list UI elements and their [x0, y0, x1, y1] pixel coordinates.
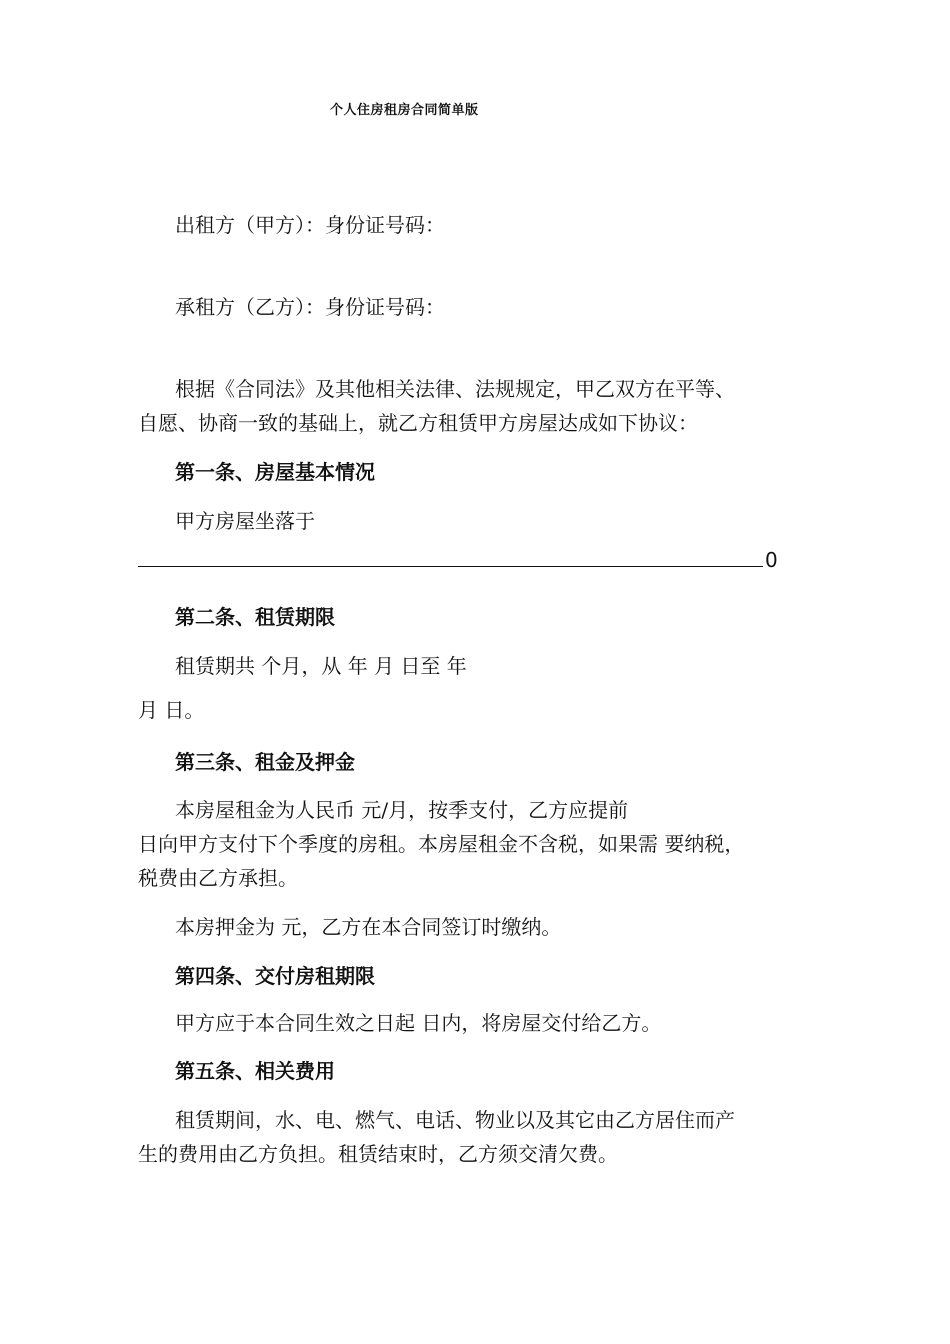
article-2-line-1: 租赁期共 个月，从 年 月 日至 年: [175, 654, 467, 678]
article-1-heading: 第一条、房屋基本情况: [175, 460, 375, 484]
article-3-line-3: 税费由乙方承担。: [138, 866, 298, 890]
intro-line-1: 根据《合同法》及其他相关法律、法规规定，甲乙双方在平等、: [175, 377, 735, 401]
address-blank-line: [138, 548, 778, 572]
article-1-text: 甲方房屋坐落于: [175, 509, 315, 533]
document-title: 个人住房租房合同简单版: [330, 103, 479, 118]
intro-line-2: 自愿、协商一致的基础上，就乙方租赁甲方房屋达成如下协议：: [138, 411, 698, 435]
article-3-line-1: 本房屋租金为人民币 元/月，按季支付，乙方应提前: [175, 798, 629, 822]
lessor-line: 出租方（甲方）：身份证号码：: [175, 213, 445, 237]
lessee-line: 承租方（乙方）：身份证号码：: [175, 295, 445, 319]
article-4-heading: 第四条、交付房租期限: [175, 964, 375, 988]
underline-end-mark: 0: [765, 548, 778, 572]
article-2-heading: 第二条、租赁期限: [175, 605, 335, 629]
article-5-line-1: 租赁期间，水、电、燃气、电话、物业以及其它由乙方居住而产: [175, 1108, 735, 1132]
article-5-heading: 第五条、相关费用: [175, 1059, 335, 1083]
article-3-line-4: 本房押金为 元，乙方在本合同签订时缴纳。: [175, 915, 562, 939]
article-3-heading: 第三条、租金及押金: [175, 750, 355, 774]
underline-bar: [138, 566, 763, 567]
article-5-line-2: 生的费用由乙方负担。租赁结束时，乙方须交清欠费。: [138, 1142, 618, 1166]
article-4-line-1: 甲方应于本合同生效之日起 日内，将房屋交付给乙方。: [175, 1011, 662, 1035]
article-2-line-2: 月 日。: [138, 698, 205, 722]
article-3-line-2: 日向甲方支付下个季度的房租。本房屋租金不含税，如果需 要纳税，: [138, 832, 745, 856]
